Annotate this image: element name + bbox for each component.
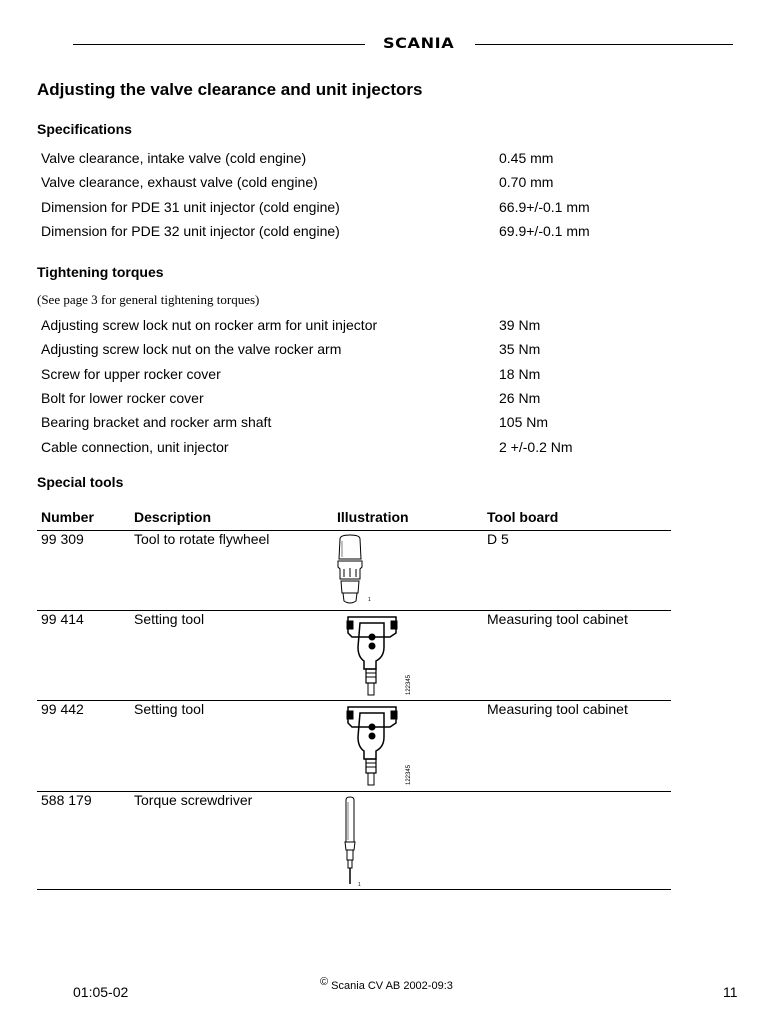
torque-value: 39 Nm [499,317,541,333]
header-rule-left [73,44,365,45]
setting-tool-illustration [344,703,414,789]
table-rule [37,791,671,792]
torque-row [41,439,681,459]
header-rule-right [475,44,733,45]
figure-number: 122345 [406,674,412,695]
tool-description: Tool to rotate flywheel [134,531,270,547]
torque-value: 18 Nm [499,366,541,382]
setting-tool-illustration [344,613,414,699]
torque-label: Cable connection, unit injector [41,439,229,455]
tool-board: Measuring tool cabinet [487,611,628,627]
torque-label: Adjusting screw lock nut on the valve rocker arm [41,341,342,357]
tool-description: Torque screwdriver [134,792,253,808]
torque-row [41,414,681,434]
special-tools-heading: Special tools [37,474,124,490]
tool-board: D 5 [487,531,509,547]
spec-value: 66.9+/-0.1 mm [499,199,590,215]
torque-label: Bearing bracket and rocker arm shaft [41,414,272,430]
svg-text:1: 1 [368,597,371,603]
footer-section-code: 01:05-02 [73,984,129,1000]
torque-label: Bolt for lower rocker cover [41,390,204,406]
spec-row [41,199,681,219]
spec-row [41,223,681,243]
torque-value: 105 Nm [499,414,549,430]
torque-label: Adjusting screw lock nut on rocker arm for unit injector [41,317,378,333]
tool-description: Setting tool [134,701,205,717]
spec-row [41,174,681,194]
footer-copyright [320,976,453,992]
torque-label: Screw for upper rocker cover [41,366,221,382]
spec-label: Dimension for PDE 31 unit injector (cold engine) [41,199,340,215]
spec-value: 69.9+/-0.1 mm [499,223,590,239]
page-title: Adjusting the valve clearance and unit injectors [37,80,423,99]
specifications-heading: Specifications [37,121,132,137]
col-header-tool-board: Tool board [487,509,559,525]
tool-number: 588 179 [41,792,92,808]
torque-row [41,341,681,361]
torque-row [41,366,681,386]
table-rule-bottom [37,889,671,890]
torques-heading: Tightening torques [37,264,164,280]
tool-number: 99 414 [41,611,84,627]
col-header-number: Number [41,509,94,525]
svg-text:1: 1 [358,882,361,888]
col-header-description: Description [134,509,212,525]
tool-board: Measuring tool cabinet [487,701,628,717]
torque-row [41,317,681,337]
torque-value: 26 Nm [499,390,541,406]
spec-value: 0.70 mm [499,174,554,190]
spec-label: Dimension for PDE 32 unit injector (cold engine) [41,223,340,239]
footer-page-number: 11 [723,984,738,1000]
col-header-illustration: Illustration [337,509,409,525]
spec-label: Valve clearance, exhaust valve (cold engine) [41,174,318,190]
copyright-text: Scania CV AB 2002-09:3 [331,980,453,992]
torque-screwdriver-illustration [334,796,370,888]
spec-row [41,150,681,170]
torque-value: 2 +/-0.2 Nm [499,439,573,455]
scania-logo: SCANIA [383,36,455,52]
torques-note: (See page 3 for general tightening torques) [37,292,260,307]
tool-number: 99 309 [41,531,84,547]
tool-description: Setting tool [134,611,205,627]
copyright-symbol: © [320,976,329,988]
tool-number: 99 442 [41,701,84,717]
spec-value: 0.45 mm [499,150,554,166]
torque-value: 35 Nm [499,341,541,357]
spec-label: Valve clearance, intake valve (cold engine) [41,150,307,166]
table-rule-header [37,530,671,531]
torque-row [41,390,681,410]
figure-number: 122345 [406,764,412,785]
flywheel-tool-illustration [330,533,380,607]
